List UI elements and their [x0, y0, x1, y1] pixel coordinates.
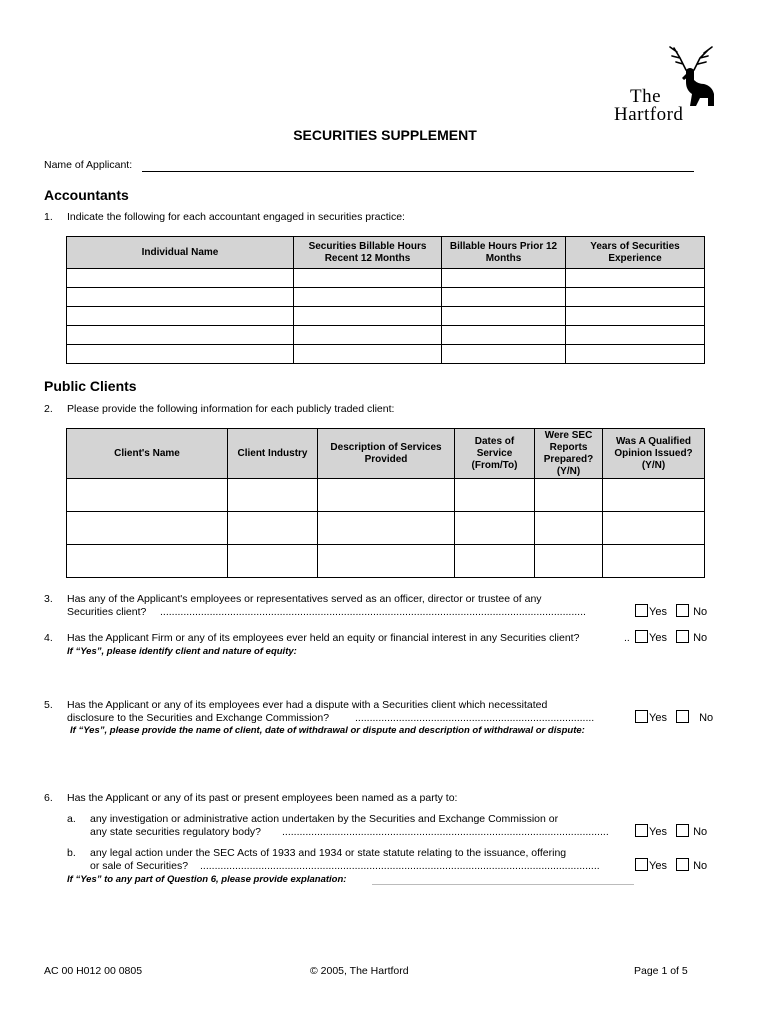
q3-yes-label: Yes [649, 606, 667, 618]
table-cell[interactable] [442, 269, 566, 288]
table-cell[interactable] [318, 512, 455, 545]
q5-dot-leader: .................................................................................. [355, 712, 595, 724]
table-cell[interactable] [228, 545, 318, 578]
form-number: AC 00 H012 00 0805 [44, 965, 143, 977]
q4-yes-label: Yes [649, 632, 667, 644]
q4-number: 4. [44, 632, 53, 644]
applicant-label: Name of Applicant: [44, 159, 133, 171]
q3-answer [635, 604, 707, 618]
col-client-name: Client's Name [67, 429, 228, 479]
q5-followup-prompt: If “Yes”, please provide the name of client, date of withdrawal or dispute and description of withdrawal or dispute: [70, 725, 585, 736]
q4-text: Has the Applicant Firm or any of its employees ever held an equity or financial interest in any Securities client? [67, 632, 580, 644]
table-header-row [67, 237, 705, 269]
table-cell[interactable] [67, 545, 228, 578]
table-cell[interactable] [67, 307, 294, 326]
logo-text-the: The [630, 86, 662, 107]
col-individual-name: Individual Name [67, 237, 294, 269]
q6b-yes-checkbox[interactable] [635, 858, 648, 871]
table-cell[interactable] [535, 479, 603, 512]
q5-yes-label: Yes [649, 712, 667, 724]
table-cell[interactable] [442, 288, 566, 307]
q3-dot-leader: .................................................................................................................................................. [160, 606, 586, 618]
q6a-yes-label: Yes [649, 826, 667, 838]
q6b-no-checkbox[interactable] [676, 858, 689, 871]
table-cell[interactable] [67, 512, 228, 545]
col-sec-reports: Were SEC Reports Prepared? (Y/N) [535, 429, 603, 479]
q6b-letter: b. [67, 847, 76, 859]
q6a-line1: any investigation or administrative action undertaken by the Securities and Exchange Commission or [90, 813, 559, 825]
q6a-letter: a. [67, 813, 76, 825]
table-cell[interactable] [67, 269, 294, 288]
table-row [67, 326, 705, 345]
q6-text: Has the Applicant or any of its past or present employees been named as a party to: [67, 792, 458, 804]
q5-line1: Has the Applicant or any of its employees ever had a dispute with a Securities client which necessitated [67, 699, 548, 711]
q6-explanation-field[interactable] [372, 884, 634, 885]
q6b-no-label: No [693, 860, 708, 872]
table-cell[interactable] [566, 269, 705, 288]
q6b-dot-leader: ......................................................................................................................................... [200, 860, 600, 872]
public-clients-heading: Public Clients [44, 378, 137, 394]
table-cell[interactable] [535, 545, 603, 578]
q3-yes-checkbox[interactable] [635, 604, 648, 617]
q6a-yes-checkbox[interactable] [635, 824, 648, 837]
table-cell[interactable] [566, 307, 705, 326]
table-cell[interactable] [442, 345, 566, 364]
table-cell[interactable] [455, 479, 535, 512]
q5-yes-checkbox[interactable] [635, 710, 648, 723]
table-cell[interactable] [603, 512, 705, 545]
q5-line2: disclosure to the Securities and Exchange Commission? [67, 712, 330, 724]
q4-followup-prompt: If “Yes”, please identify client and nature of equity: [67, 646, 297, 657]
table-cell[interactable] [603, 479, 705, 512]
table-cell[interactable] [566, 326, 705, 345]
applicant-name-field[interactable] [142, 159, 694, 172]
page-title: SECURITIES SUPPLEMENT [293, 127, 477, 143]
q6a-dot-leader: ................................................................................................................ [282, 826, 609, 838]
table-row [67, 307, 705, 326]
page-number: Page 1 of 5 [634, 965, 688, 977]
q5-no-checkbox[interactable] [676, 710, 689, 723]
q4-dot-leader: .. [624, 632, 630, 644]
table-row [67, 288, 705, 307]
table-row [67, 269, 705, 288]
q1-number: 1. [44, 211, 53, 223]
q2-number: 2. [44, 403, 53, 415]
q3-line1: Has any of the Applicant's employees or representatives served as an officer, director or trustee of any [67, 593, 542, 605]
table-cell[interactable] [294, 307, 442, 326]
table-cell[interactable] [442, 307, 566, 326]
q5-no-label: No [699, 712, 714, 724]
col-qualified-opinion: Was A Qualified Opinion Issued? (Y/N) [603, 429, 705, 479]
q3-line2: Securities client? [67, 606, 147, 618]
table-cell[interactable] [442, 326, 566, 345]
q6b-line1: any legal action under the SEC Acts of 1933 and 1934 or state statute relating to the issuance, offering [90, 847, 567, 859]
q3-no-label: No [693, 606, 708, 618]
table-cell[interactable] [67, 479, 228, 512]
q3-no-checkbox[interactable] [676, 604, 689, 617]
q6b-yes-label: Yes [649, 860, 667, 872]
table-cell[interactable] [294, 326, 442, 345]
table-cell[interactable] [228, 512, 318, 545]
accountants-table [66, 236, 705, 364]
q6a-answer [635, 824, 707, 838]
q4-no-label: No [693, 632, 708, 644]
q4-yes-checkbox[interactable] [635, 630, 648, 643]
table-cell[interactable] [294, 269, 442, 288]
q6-number: 6. [44, 792, 53, 804]
table-cell[interactable] [294, 345, 442, 364]
q6a-no-checkbox[interactable] [676, 824, 689, 837]
table-header-row [67, 429, 705, 479]
table-cell[interactable] [318, 545, 455, 578]
col-dates-of-service: Dates of Service (From/To) [455, 429, 535, 479]
hartford-logo [612, 44, 722, 132]
copyright: © 2005, The Hartford [310, 965, 409, 977]
table-cell[interactable] [603, 545, 705, 578]
table-row [67, 345, 705, 364]
table-cell[interactable] [67, 326, 294, 345]
q6b-line2: or sale of Securities? [90, 860, 189, 872]
col-billable-hours-recent: Securities Billable Hours Recent 12 Months [294, 237, 442, 269]
table-cell[interactable] [535, 512, 603, 545]
table-cell[interactable] [294, 288, 442, 307]
col-years-experience: Years of Securities Experience [566, 237, 705, 269]
accountants-heading: Accountants [44, 187, 129, 203]
col-billable-hours-prior: Billable Hours Prior 12 Months [442, 237, 566, 269]
table-cell[interactable] [455, 545, 535, 578]
q4-answer [635, 630, 707, 644]
table-cell[interactable] [67, 345, 294, 364]
q2-text: Please provide the following information for each publicly traded client: [67, 403, 395, 415]
q6a-no-label: No [693, 826, 708, 838]
table-cell[interactable] [318, 479, 455, 512]
public-clients-table [66, 428, 705, 578]
table-cell[interactable] [67, 288, 294, 307]
table-cell[interactable] [455, 512, 535, 545]
q6-followup-prompt: If “Yes” to any part of Question 6, please provide explanation: [67, 874, 347, 885]
q3-number: 3. [44, 593, 53, 605]
table-row [67, 479, 705, 512]
col-client-industry: Client Industry [228, 429, 318, 479]
table-cell[interactable] [566, 345, 705, 364]
logo-text-hartford: Hartford [614, 104, 684, 125]
table-row [67, 512, 705, 545]
q6a-line2: any state securities regulatory body? [90, 826, 262, 838]
table-cell[interactable] [228, 479, 318, 512]
q4-no-checkbox[interactable] [676, 630, 689, 643]
table-cell[interactable] [566, 288, 705, 307]
q5-answer [635, 710, 713, 724]
stag-icon [664, 44, 722, 108]
col-description-services: Description of Services Provided [318, 429, 455, 479]
table-row [67, 545, 705, 578]
q1-text: Indicate the following for each accountant engaged in securities practice: [67, 211, 405, 223]
q5-number: 5. [44, 699, 53, 711]
q6b-answer [635, 858, 707, 872]
